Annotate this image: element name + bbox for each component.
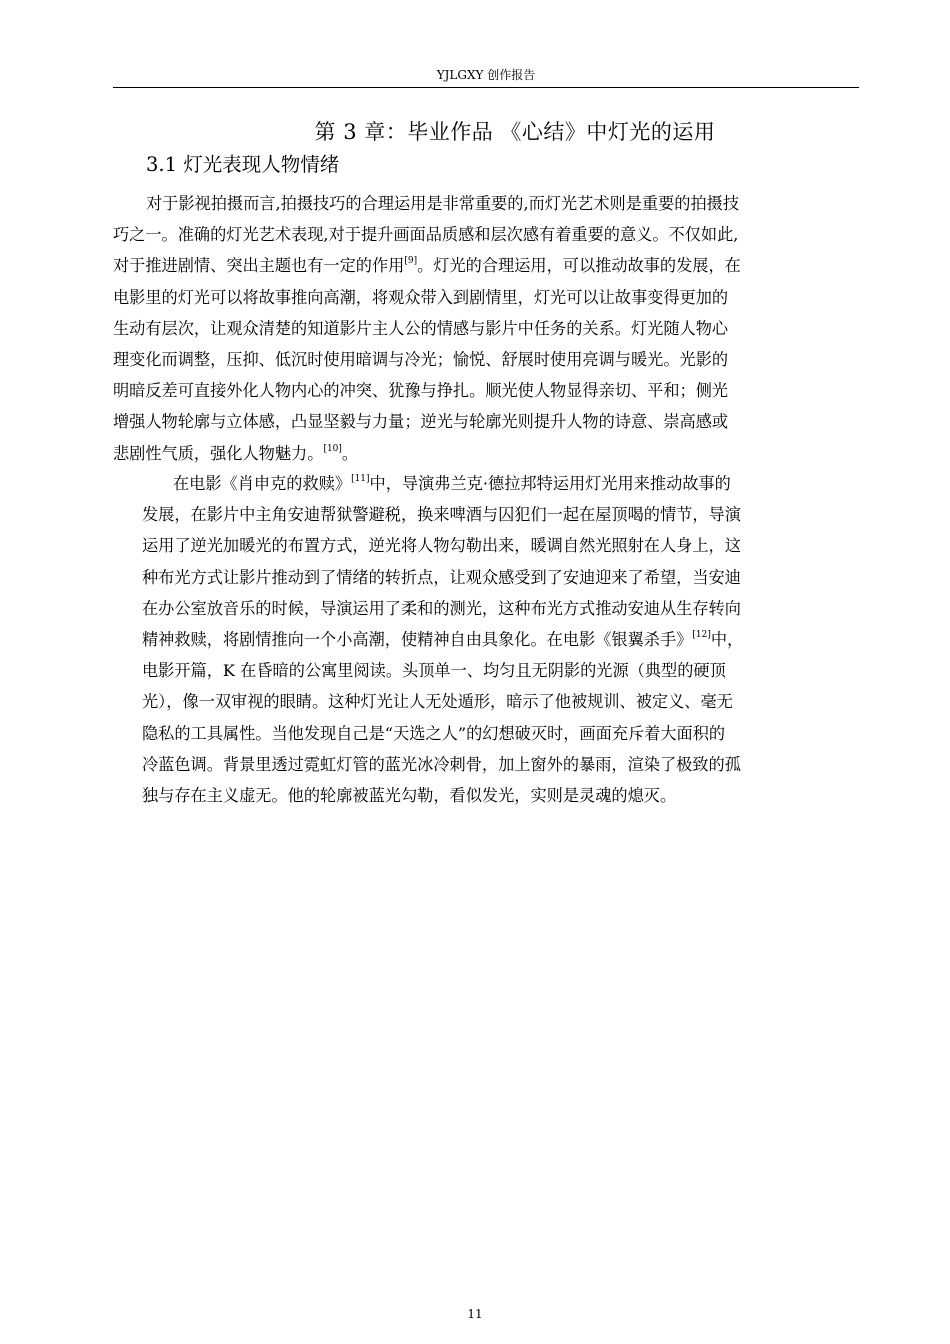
- text-run: 中，: [710, 629, 744, 649]
- citation-ref: [11]: [351, 473, 370, 484]
- text-line: 电影开篇，K 在昏暗的公寓里阅读。头顶单一、均匀且无阴影的光源（典型的硬顶: [142, 661, 726, 681]
- text-line: 在办公室放音乐的时候，导演运用了柔和的测光，这种布光方式推动安迪从生存转向: [142, 598, 741, 618]
- section-title: 3.1 灯光表现人物情绪: [146, 153, 340, 176]
- text-line: 独与存在主义虚无。他的轮廓被蓝光勾勒，看似发光，实则是灵魂的熄灭。: [142, 785, 677, 805]
- text-line: 运用了逆光加暖光的布置方式，逆光将人物勾勒出来，暖调自然光照射在人身上，这: [142, 536, 741, 556]
- header-rule: [113, 87, 859, 88]
- text-line: 发展，在影片中主角安迪帮狱警避税，换来啤酒与囚犯们一起在屋顶喝的情节，导演: [142, 505, 741, 525]
- text-run: 。: [341, 443, 359, 463]
- text-run: 对于推进剧情、突出主题也有一定的作用: [113, 256, 405, 276]
- text-line: 光），像一双审视的眼睛。这种灯光让人无处遁形，暗示了他被规训、被定义、毫无: [142, 692, 733, 712]
- text-line: 生动有层次，让观众清楚的知道影片主人公的情感与影片中任务的关系。灯光随人物心: [113, 318, 729, 338]
- text-line: 明暗反差可直接外化人物内心的冲突、犹豫与挣扎。顺光使人物显得亲切、平和；侧光: [113, 381, 729, 401]
- text-line: 增强人物轮廓与立体感，凸显坚毅与力量；逆光与轮廓光则提升人物的诗意、崇高感或: [113, 412, 729, 432]
- text-line: 种布光方式让影片推动到了情绪的转折点，让观众感受到了安迪迎来了希望，当安迪: [142, 567, 741, 587]
- citation-ref: [10]: [323, 443, 342, 454]
- paragraph-lighting-overview: [113, 188, 741, 469]
- text-line: [142, 468, 743, 499]
- citation-ref: [12]: [692, 629, 711, 640]
- text-line: [113, 250, 741, 281]
- text-line: 冷蓝色调。背景里透过霓虹灯管的蓝光冰冷刺骨，加上窗外的暴雨，渲染了极致的孤: [142, 754, 741, 774]
- text-line: [142, 624, 743, 655]
- text-line: [113, 438, 741, 469]
- text-run: 。灯光的合理运用，可以推动故事的发展，在: [417, 256, 741, 276]
- text-line: 电影里的灯光可以将故事推向高潮，将观众带入到剧情里，灯光可以让故事变得更加的: [113, 287, 729, 307]
- chapter-title: 第 3 章：毕业作品 《心结》中灯光的运用: [314, 120, 716, 144]
- page-number: 11: [467, 1307, 483, 1321]
- running-header: YJLGXY 创作报告: [436, 68, 536, 82]
- citation-ref: [9]: [404, 256, 418, 267]
- text-run: 精神救赎，将剧情推向一个小高潮，使精神自由具象化。在电影《银翼杀手》: [142, 629, 693, 649]
- text-line: 隐私的工具属性。当他发现自己是“天选之人”的幻想破灭时，画面充斥着大面积的: [142, 723, 726, 743]
- paragraph-film-examples: [142, 468, 743, 811]
- text-run: 在电影《肖申克的救赎》: [173, 474, 352, 493]
- text-line: 巧之一。准确的灯光艺术表现,对于提升画面品质感和层次感有着重要的意义。不仅如此,: [113, 225, 739, 245]
- text-run: 中，导演弗兰克·德拉邦特运用灯光用来推动故事的: [369, 474, 731, 493]
- text-run: 悲剧性气质，强化人物魅力。: [113, 443, 324, 463]
- text-line: 理变化而调整，压抑、低沉时使用暗调与冷光；愉悦、舒展时使用亮调与暖光。光影的: [113, 349, 729, 369]
- text-line: 对于影视拍摄而言,拍摄技巧的合理运用是非常重要的,而灯光艺术则是重要的拍摄技: [146, 194, 740, 213]
